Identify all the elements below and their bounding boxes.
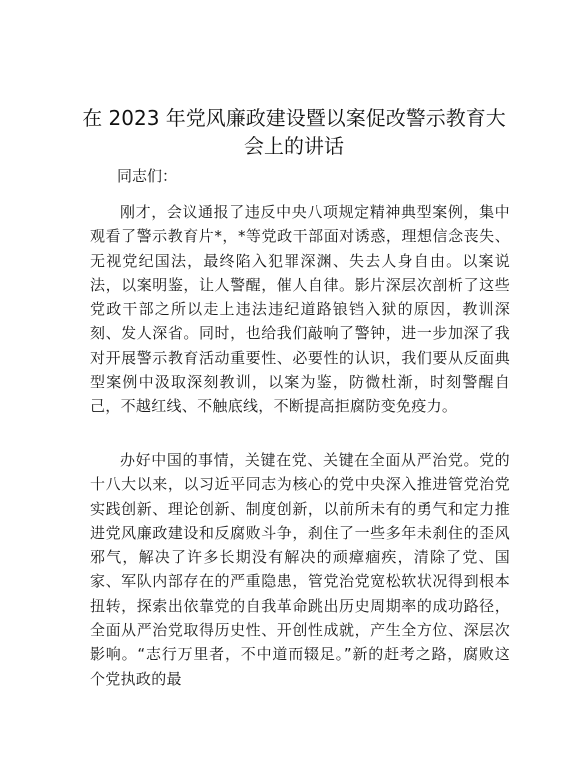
body-paragraph-2: 办好中国的事情，关键在党、关键在全面从严治党。党的十八大以来，以习近平同志为核心的党中央深入推进管党治党实践创新、理论创新、制度创新，以前所未有的勇气和定力推进党风廉政建设和反腐败斗争，刹住了一些多年未刹住的歪风邪气，解决了许多长期没有解决的顽瘴痼疾，清除了党、国家、军队内部存在的严重隐患，管党治党宽松软状况得到根本扭转，探索出依靠党的自我革命跳出历史周期率的成功路径，全面从严治党取得历史性、开创性成就，产生全方位、深层次影响。“志行万里者，不中道而辍足。”新的赶考之路，腐败这个党执政的最 xyxy=(90,451,510,688)
body-paragraph-1: 刚才，会议通报了违反中央八项规定精神典型案例，集中观看了警示教育片*，*等党政干部面对诱惑，理想信念丧失、无视党纪国法，最终陷入犯罪深渊、失去人身自由。以案说法，以案明鉴，让人警醒，催人自律。影片深层次剖析了这些党政干部之所以走上违法违纪道路锒铛入狱的原因，教训深刻、发人深省。同时，也给我们敲响了警钟，进一步加深了我对开展警示教育活动重要性、必要性的认识，我们要从反面典型案例中汲取深刻教训，以案为鉴，防微杜渐，时刻警醒自己，不越红线、不触底线，不断提高拒腐防变免疫力。 xyxy=(90,203,510,416)
salutation: 同志们： xyxy=(117,167,178,185)
document-title: 在 2023 年党风廉政建设暨以案促改警示教育大会上的讲话 xyxy=(82,106,506,158)
